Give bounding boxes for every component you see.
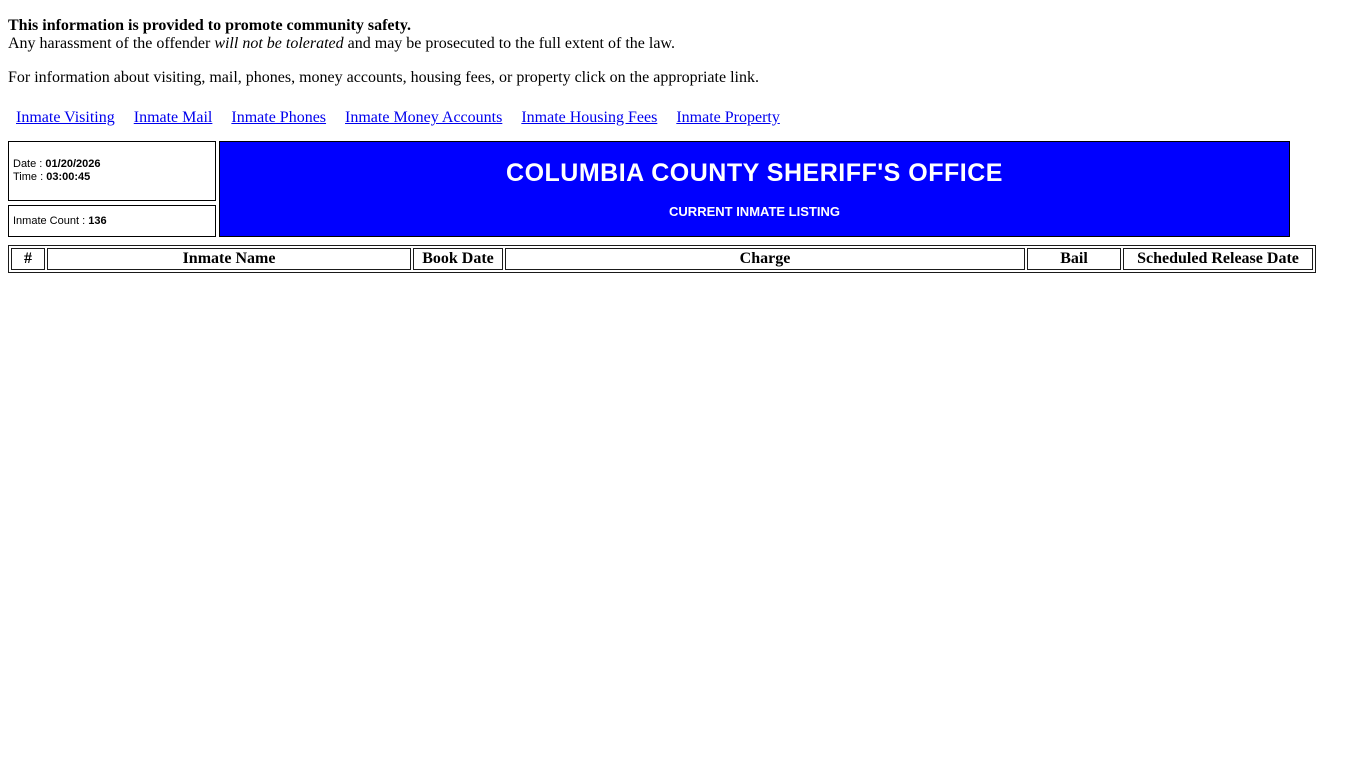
inmate-count-box bbox=[8, 205, 216, 237]
inmate-links-nav bbox=[8, 109, 1358, 127]
header-info-boxes bbox=[8, 141, 216, 237]
col-header-number: # bbox=[11, 248, 45, 270]
col-header-charge: Charge bbox=[505, 248, 1025, 270]
link-inmate-housing-fees[interactable]: Inmate Housing Fees bbox=[521, 109, 658, 126]
col-header-book-date: Book Date bbox=[413, 248, 503, 270]
date-value: 01/20/2026 bbox=[45, 158, 101, 170]
safety-notice: This information is provided to promote community safety. bbox=[8, 17, 411, 34]
col-header-inmate-name: Inmate Name bbox=[47, 248, 411, 270]
link-inmate-property[interactable]: Inmate Property bbox=[676, 109, 780, 126]
link-inmate-visiting[interactable]: Inmate Visiting bbox=[16, 109, 115, 126]
page-subtitle: CURRENT INMATE LISTING bbox=[669, 204, 840, 219]
header-section bbox=[8, 141, 1358, 237]
intro-paragraph bbox=[8, 17, 1358, 53]
harassment-warning-post: and may be prosecuted to the full extent of the law. bbox=[343, 35, 675, 52]
inmate-count-label: Inmate Count : bbox=[13, 215, 86, 227]
page-title: COLUMBIA COUNTY SHERIFF'S OFFICE bbox=[506, 159, 1003, 187]
harassment-warning-italic: will not be tolerated bbox=[214, 35, 344, 52]
header-row bbox=[11, 248, 1313, 270]
time-label: Time : bbox=[13, 171, 44, 183]
inmate-count-value: 136 bbox=[88, 215, 107, 227]
col-header-release-date: Scheduled Release Date bbox=[1123, 248, 1313, 270]
date-time-box bbox=[8, 141, 216, 201]
col-header-bail: Bail bbox=[1027, 248, 1121, 270]
time-value: 03:00:45 bbox=[46, 171, 91, 183]
date-line bbox=[13, 158, 215, 171]
time-line bbox=[13, 171, 215, 184]
office-banner bbox=[219, 141, 1290, 237]
link-inmate-money-accounts[interactable]: Inmate Money Accounts bbox=[345, 109, 503, 126]
count-line bbox=[13, 215, 215, 227]
date-label: Date : bbox=[13, 158, 43, 170]
inmate-table bbox=[8, 245, 1316, 273]
page bbox=[0, 0, 1366, 273]
info-instruction: For information about visiting, mail, phones, money accounts, housing fees, or property click on the appropriate link. bbox=[8, 69, 759, 86]
harassment-warning-pre: Any harassment of the offender bbox=[8, 35, 215, 52]
link-inmate-phones[interactable]: Inmate Phones bbox=[231, 109, 327, 126]
inmate-table-header bbox=[11, 248, 1313, 270]
link-inmate-mail[interactable]: Inmate Mail bbox=[133, 109, 213, 126]
